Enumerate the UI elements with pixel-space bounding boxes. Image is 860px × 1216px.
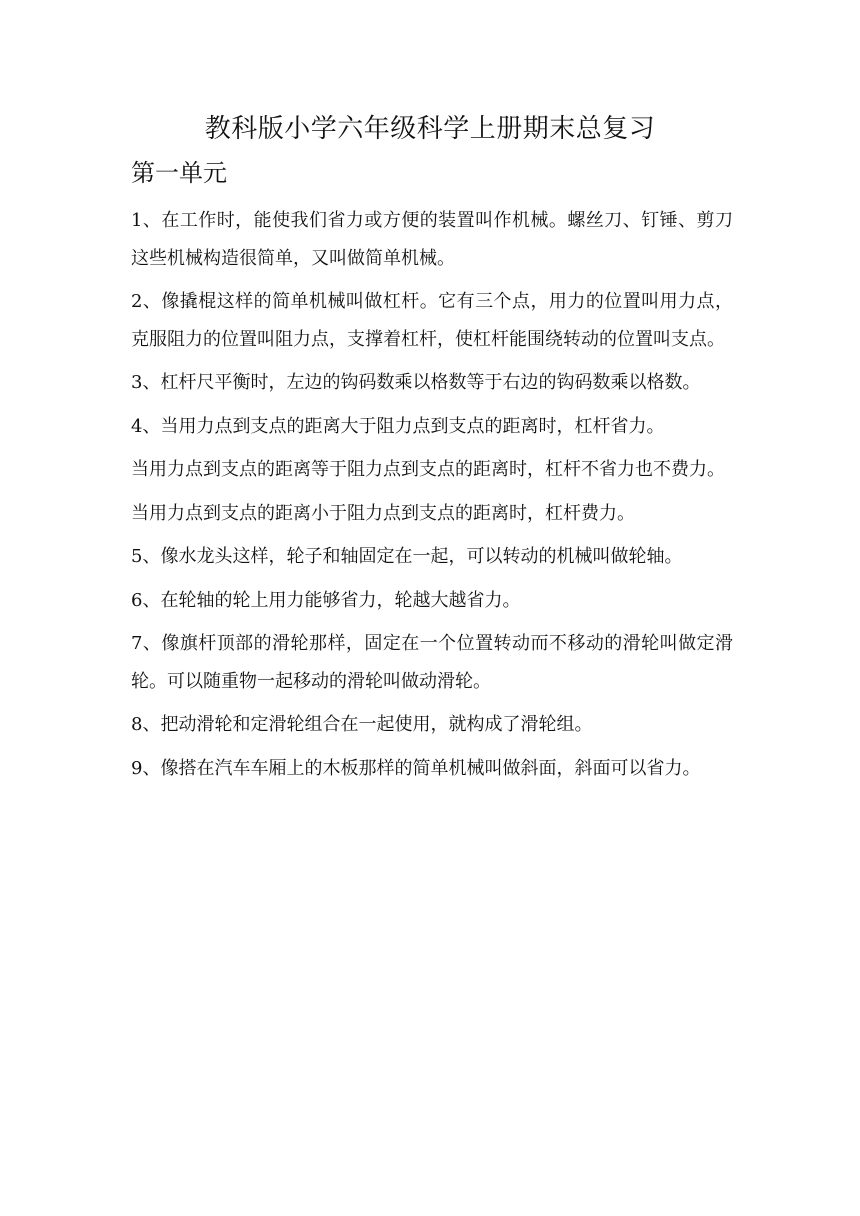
paragraph-4c: 当用力点到支点的距离小于阻力点到支点的距离时，杠杆费力。: [131, 502, 635, 524]
paragraph-9: 9、像搭在汽车车厢上的木板那样的简单机械叫做斜面，斜面可以省力。: [131, 757, 701, 779]
section-heading: 第一单元: [131, 159, 227, 187]
paragraph-7: 7、像旗杆顶部的滑轮那样，固定在一个位置转动而不移动的滑轮叫做定滑轮。可以随重物一起移动的滑轮叫做动滑轮。: [131, 633, 733, 692]
paragraph-3: 3、杠杆尺平衡时，左边的钩码数乘以格数等于右边的钩码数乘以格数。: [131, 372, 701, 393]
paragraph-4: 4、当用力点到支点的距离大于阻力点到支点的距离时，杠杆省力。: [131, 415, 665, 437]
document-body: [131, 202, 733, 793]
paragraph-8: 8、把动滑轮和定滑轮组合在一起使用，就构成了滑轮组。: [131, 714, 593, 735]
paragraph-2: 2、像撬棍这样的简单机械叫做杠杆。它有三个点，用力的位置叫用力点，克服阻力的位置叫阻力点，支撑着杠杆，使杠杆能围绕转动的位置叫支点。: [131, 291, 733, 350]
document-title: 教科版小学六年级科学上册期末总复习: [204, 114, 656, 144]
paragraph-4b: 当用力点到支点的距离等于阻力点到支点的距离时，杠杆不省力也不费力。: [131, 459, 725, 480]
paragraph-6: 6、在轮轴的轮上用力能够省力，轮越大越省力。: [131, 589, 521, 611]
paragraph-1: 1、在工作时，能使我们省力或方便的装置叫作机械。螺丝刀、钉锤、剪刀这些机械构造很简单，又叫做简单机械。: [131, 210, 733, 269]
paragraph-5: 5、像水龙头这样，轮子和轴固定在一起，可以转动的机械叫做轮轴。: [131, 546, 683, 567]
